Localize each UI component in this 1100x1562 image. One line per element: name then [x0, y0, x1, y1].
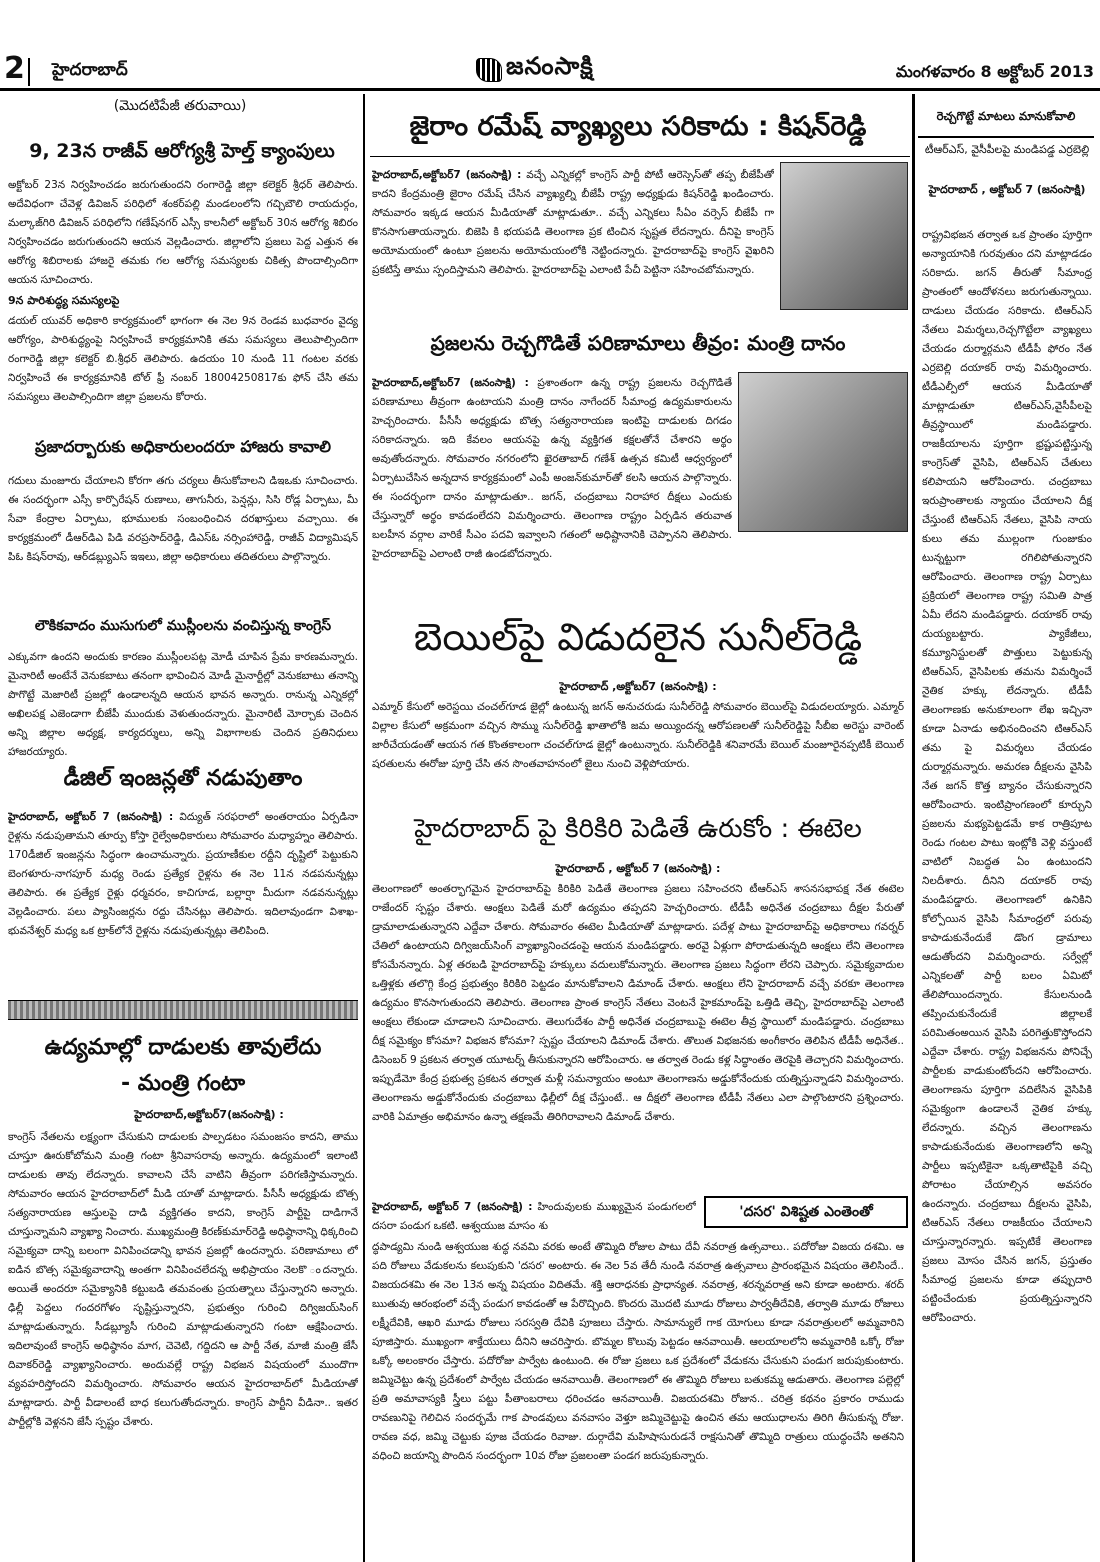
masthead-left-bar	[28, 58, 30, 86]
column-divider-2	[912, 94, 915, 1562]
photo-danam-nagender	[738, 372, 908, 532]
article-errabelli-subhead: టీఆర్ఎస్, వైసీపీలపై మండిపడ్డ ఎర్రబెల్లి	[924, 143, 1090, 156]
article-kishan-reddy-title: జైరాం రమేష్ వ్యాఖ్యలు సరికాదు : కిషన్‌రెడ్డి	[409, 111, 867, 142]
column-divider-1	[363, 94, 365, 1562]
article-praja-darbar-title: ప్రజాదర్బారుకు అధికారులందరూ హాజరు కావాలి	[34, 437, 332, 456]
issue-date: మంగళవారం 8 అక్టోబర్ 2013	[895, 62, 1094, 81]
article-ganta-body: కాంగ్రెస్ నేతలను లక్ష్యంగా చేసుకుని దాడులకు పాల్పడటం సమంజసం కాదని, తాము చూస్తూ ఊరుకోబోమని మంత్రి గంటా శ్రీనివాసరావు అన్నారు. ఉద్యమంలో ఇలాంటి దాడులకు తావు లేదన్నారు. కావాలని చేసే వాటిని తీవ్రంగా పరిగణిస్తామన్నారు. సోమవారం ఆయన హైదరాబాద్‌లో మీడి యాతో మాట్లాడారు. పీసీసీ అధ్యక్షుడు బొత్స సత్యనారాయణ ఆస్తులపై దాడి వ్యక్తిగతం కాదని, కాంగ్రెస్ పార్టీపై దాడిగానే చూస్తున్నామని వ్యాఖ్యా నించారు. ముఖ్యమంత్రి కిరణ్‌కుమార్‌రెడ్డి అధిష్ఠానాన్ని ధిక్కరించి సమైక్యవా దాన్ని బలంగా వినిపించడాన్ని భావన ప్రజల్లో ఉందన్నారు. పరిణామాలు లో ఐడిన బొత్స సమైక్యవాదాన్ని అంతగా వినిపించలేదన్న అభిప్రాయం నెలకొ ందన్నారు. అయితే అందరూ సమైక్యానికి కట్టుబడి తమవంతు ప్రయత్నాలు చేస్తున్నారని అన్నారు. ఢిల్లీ పెద్దలు గందరగోళం సృష్టిస్తున్నారని, ప్రభుత్వం గురించి దిగ్విజయ్‌సింగ్ మాట్లాడుతున్నారు. సీడబ్ల్యూసీ గురించి మాట్లాడుతున్నారని గంటా ఆక్షేపించారు. ఇదిలావుంటే కాంగ్రెస్ అధిష్ఠానం మాగ, చెవెటి, గద్దిదని ఆ పార్టీ నేత, మాజీ మంత్రి జేసీ దివాకర్‌రెడ్డి వ్యాఖ్యానించారు. అందువల్లే రాష్ట్ర విభజన విషయంలో ముందొగా వ్యవహరిస్తోందని విమర్శించారు. సోమవారం ఆయన హైదరాబాద్‌లో మీడియాతో మాట్లాడారు. పార్టీ వీడాలంటే బాధ కలుగుతోందన్నారు. కాంగ్రెస్ పార్టీని వీడినా.. ఇతర పార్టీల్లోకి వెళ్లనని జేసీ స్పష్టం చేశారు.	[8, 1131, 358, 1428]
page-number: 2	[4, 51, 25, 86]
article-sunil-reddy-body: ఎమ్మార్ కేసులో అరెస్టయి చంచల్‌గూడ జైల్లో ఉంటున్న జగన్ అనుచరుడు సునీల్‌రెడ్డి సోమవారం బెయిల్‌పై విడుదలయ్యారు. ఎమ్మార్ విల్లాల కేసులో అక్రమంగా వచ్చిన సొమ్ము సునీల్‌రెడ్డి ఖాతాలోకి జమ అయ్యిందన్న ఆరోపణలతో సునీల్‌రెడ్డిపై సీబీఐ అరెస్టు వారెంట్ జారీచేయడంతో ఆయన గత కొంతకాలంగా చంచల్‌గూడ జైల్లో ఉంటున్నారు. సునీల్‌రెడ్డికి శనివారమే బెయిల్ మంజూరైనప్పటికీ బెయిల్ షరతులను ఈరోజు పూర్తి చేసి తన సొంతవాహనంలో జైలు నుంచి వెళ్లిపోయారు.	[372, 701, 904, 770]
masthead-rule	[0, 88, 1100, 91]
article-secularism-body: ఎక్కువగా ఉందని అందుకు కారణం ముస్లీంలపట్ల మోడీ చూపిన ప్రేమ కారణమన్నారు. మైనారిటీ అంటేనే వెనుకబాటు తనంగా భావించిన మోడీ మైనార్టీల్లో వెనుకబాటు తనాన్ని పొగొట్టే మెజారిటీ ప్రజల్లో ఉండాలన్నది ఆయన భావన అన్నారు. రానున్న ఎన్నికల్లో అఖిలపక్ష ఎజెండాగా బీజేపీ ముందుకు వెళుతుందన్నారు. మైనారిటీ మోర్చాకు చెందిన అన్ని జిల్లాల అధ్యక్ష, కార్యదర్శులు, అన్ని విభాగాలకు చెందిన ప్రతినిధులు హాజరయ్యారు.	[8, 651, 358, 758]
article-health-camps-body: అక్టోబర్ 23న నిర్వహించడం జరుగుతుందని రంగారెడ్డి జిల్లా కలెక్టర్ శ్రీధర్ తెలిపారు. అదేవిధంగా చేవెళ్ల డివిజన్ పరిధిలో శంకర్‌పల్లి మండలంలోని గచ్చిబౌలి రాయదుర్గం, మల్కాజ్‌గిరి డివిజన్ పరిధిలోని గణేష్‌నగర్ ఎస్సీ కాలనీలో అక్టోబర్ 30న ఆరోగ్య శిబిరం నిర్వహించడం జరుగుతుందని ఆయన వెల్లడించారు. జిల్లాలోని ప్రజలు పెద్ద ఎత్తున ఈ ఆరోగ్య శిబిరాలకు హాజరై తమకు గల ఆరోగ్య సమస్యలకు చికిత్స పొందాల్సిందిగా ఆయన సూచించారు.	[8, 179, 358, 286]
masthead-logo	[476, 52, 620, 88]
article-health-camps-body-2: డయల్ యువర్ అధికారి కార్యక్రమంలో భాగంగా ఈ నెల 9న రెండవ బుధవారం వైద్య ఆరోగ్యం, పారిశుద్ధ్యంపై నిర్వహించే కార్యక్రమానికి తమ సమస్యలు తెలుపాల్సిందిగా రంగారెడ్డి జిల్లా కలెక్టర్ బి.శ్రీధర్ తెలిపారు. ఉదయం 10 నుండి 11 గంటల వరకు నిర్వహించే ఈ కార్యక్రమానికి టోల్ ఫ్రీ నంబర్ 18004250817కు ఫోన్ చేసి తమ సమస్యలు తెలపాల్సిందిగా జిల్లా ప్రజలను కోరారు.	[8, 315, 358, 403]
article-danam-text: ప్రశాంతంగా ఉన్న రాష్ట్ర ప్రజలను రెచ్చగొడితే పరిణామాలు తీవ్రంగా ఉంటాయని మంత్రి దానం నాగేందర్ సీమాంధ్ర ఉద్యమకారులను హెచ్చరించారు. పీసీసీ అధ్యక్షుడు బొత్స సత్యనారాయణ ఇంటిపై దాడులకు దిగడం సరికాదన్నారు. ఇది కేవలం ఆయనపై ఉన్న వ్యక్తిగత కక్షలతోనే చేశారని అర్థం అవుతోందన్నారు. సోమవారం నగరంలోని ఖైరతాబాద్ గణేశ్ ఉత్సవ కమిటీ ఆధ్వర్యంలో ఏర్పాటుచేసిన అన్నదాన కార్యక్రమంలో ఎంపీ అంజన్‌కుమార్‌తో కలసి ఆయన పాల్గొన్నారు. ఈ సందర్భంగా దానం మాట్లాడుతూ.. జగన్, చంద్రబాబు నిరాహార దీక్షలు ఎందుకు చేస్తున్నారో అర్థం కావడంలేదని విమర్శించారు. తెలంగాణ రాష్ట్రం ఏర్పడిన తరువాత బలహీన వర్గాల వారికే సీఎం పదవి ఇవ్వాలని గతంలో అధిష్టానానికి చెప్పానని తెలిపారు. హైదరాబాద్‌పై ఎలాంటి రాజీ ఉండబోదన్నారు.	[372, 377, 732, 560]
article-diesel-title: డీజిల్ ఇంజన్లతో నడుపుతాం	[63, 766, 303, 791]
article-dasara-box-title: 'దసర' విశిష్టత ఎంతెంతో	[704, 1196, 908, 1228]
article-separator-band	[8, 1000, 358, 1020]
article-dasara-lead	[372, 1198, 696, 1238]
article-diesel-text: విద్యుత్ సరఫరాలో అంతరాయం ఏర్పడినా రైళ్లను నడుపుతామని తూర్పు కోస్తా రైల్వేఅధికారులు సోమవారం మధ్యాహ్నం తెలిపారు. 170డీజిల్ ఇంజన్లను సిద్ధంగా ఉంచామన్నారు. ప్రయాణీకుల రద్దీని దృష్టిలో పెట్టుకుని బెంగళూరు-నాగపూర్ మధ్య రెండు ప్రత్యేక రైళ్లను ఈ నెల 11న నడపనున్నట్లు తెలిపారు. ఈ ప్రత్యేక రైళ్లు ధర్మవరం, కాచిగూడ, బల్లార్షా మీదుగా నడవనున్నట్లు వెల్లడించారు. పలు ప్యాసింజర్లను రద్దు చేసినట్లు తెలిపారు. ఇదిలావుండగా విశాఖ-భువనేశ్వర్ మధ్య ఒక ట్రాక్‌లోనే రైళ్లను నడుపుతున్నట్లు తెలిపింది.	[8, 811, 358, 937]
article-danam-body	[372, 374, 732, 584]
article-praja-darbar-body: గదులు మంజూరు చేయాలని కోరగా తగు చర్యలు తీసుకోవాలని డిఇఒకు సూచించారు. ఈ సందర్భంగా ఎస్సీ కార్పొరేషన్ రుణాలు, తాగునీరు, పెన్షన్లు, సిసి రోడ్ల ఏర్పాటు, మీ సేవా కేంద్రాల ఏర్పాటు, భూములకు సంబంధించిన దరఖాస్తులు వచ్చాయి. ఈ కార్యక్రమంలో డీఆర్‌డిఎ పిడి వరప్రసాద్‌రెడ్డి, డిఎస్‌ఓ నర్సింహారెడ్డి, రాజీవ్ విద్యామిషన్ పిఓ కిషన్‌రావు, ఆర్‌డబ్ల్యుఎస్ ఇఇలు, జిల్లా అధికారులు తదితరులు పాల్గొన్నారు.	[8, 475, 358, 563]
continued-note: (మొదటిపేజీ తరువాయి)	[113, 98, 247, 114]
article-health-camps-title: 9, 23న రాజీవ్ ఆరోగ్యశ్రీ హెల్త్ క్యాంపులు	[29, 140, 335, 162]
article-ganta-dateline: హైదరాబాద్,అక్టోబర్7(జనంసాక్షి) :	[134, 1108, 284, 1121]
article-diesel-body	[8, 808, 358, 988]
article-danam-title: ప్రజలను రెచ్చగొడితే పరిణామాలు తీవ్రం: మంత్రి దానం	[430, 331, 846, 355]
article-kishan-reddy-text: వచ్చే ఎన్నికల్లో కాంగ్రెస్ పార్టీ పోటీ ఆరెస్సెస్‌తో తప్ప బీజేపీతో కాదని కేంద్రమంత్రి జైరాం రమేష్ చేసిన వ్యాఖ్యల్ని బీజేపీ రాష్ట్ర అధ్యక్షుడు కిషన్‌రెడ్డి ఖండించారు. సోమవారం ఇక్కడ ఆయన మీడియాతో మాట్లాడుతూ.. వచ్చే ఎన్నికలు సీఏం వర్సెస్ బీజేపీ గా కొనసాగుతాయన్నారు. బిజెపి కి భయపడి తెలంగాణ ప్రక టించిన సృష్టత లేదన్నారు. దీనిపై కాంగ్రెస్ అయోమయంలో ఉంటూ ప్రజలను అయోమయంలోకి నెట్టిందన్నారు. హైదరాబాద్‌పై కాంగ్రెస్ వైఖరిని ప్రకటిస్తే తాము స్పందిస్తామని తెలిపారు. హైదరాబాద్‌పై ఎలాంటి పేచీ పెట్టినా సహించబోమన్నారు.	[372, 169, 774, 276]
logo-emblem-icon	[476, 58, 502, 82]
article-etela-title: హైదరాబాద్ పై కిరికిరి పెడితే ఉరుకోం : ఈటెల	[414, 814, 862, 844]
article-etela-body: తెలంగాణలో అంతర్భాగమైన హైదరాబాద్‌పై కిరికిరి పెడితే తెలంగాణ ప్రజలు సహించరని టీఆర్‌ఎస్ శాసనసభాపక్ష నేత ఈటెల రాజేందర్ స్పష్టం చేశారు. ఆంక్షలు పెడితే మరో ఉద్యమం తప్పదని హెచ్చరించారు. టీడీపీ అధినేత చంద్రబాబు దీక్షల పేరుతో డ్రామాలాడుతున్నారని ఎద్దేవా చేశారు. సోమవారం ఈటెల మీడియాతో మాట్లాడారు. పదేళ్ల పాటు హైదరాబాద్‌పై అధికారాలు గవర్నర్ చేతిలో ఉంటాయని దిగ్విజయ్‌సింగ్ వ్యాఖ్యానించడంపై ఆయన మండిపడ్డారు. అరవై ఏళ్లుగా పోరాడుతున్నది ఆంక్షలు లేని తెలంగాణ కోసమేనన్నారు. ఏళ్ల తరబడి హైదరాబాద్‌పై హక్కులు వదులుకోమన్నారు. తెలంగాణ ప్రజలు సిద్ధంగా లేరని చెప్పారు. సమైక్యవాదుల ఒత్తిళ్లకు తలొగ్గి కేంద్ర ప్రభుత్వం కిరికిరి పెట్టడం మానుకోవాలని డిమాండ్ చేశారు. ఆంక్షలు లేని హైదరాబాద్ వచ్చే వరకూ తెలంగాణ ఉద్యమం కొనసాగుతుందని తెలిపారు. తెలంగాణ ప్రాంత కాంగ్రెస్ నేతలు వెంటనే హైకమాండ్‌పై ఒత్తిడి తెచ్చి, హైదరాబాద్‌పై ఎలాంటి ఆంక్షలు లేకుండా చూడాలని సూచించారు. తెలుగుదేశం పార్టీ అధినేత చంద్రబాబుపై ఈటెల తీవ్ర స్థాయిలో మండిపడ్డారు. చంద్రబాబు దీక్ష సమైక్యం కోసమా? విభజన కోసమా? స్పష్టం చేయాలని డిమాండ్ చేశారు. తొలుత విభజనకు అంగీకారం తెలిపిన టీడీపీ అధినేత.. డిసెంబర్ 9 ప్రకటన తర్వాత యూటర్న్ తీసుకున్నారని ఆరోపించారు. ఆ తర్వాత రెండు కళ్ల సిద్ధాంతం తెరపైకి తెచ్చారని విమర్శించారు. ఇప్పుడేమో కేంద్ర ప్రభుత్వ ప్రకటన తర్వాత మళ్లీ సమన్యాయం అంటూ తెలంగాణను అడ్డుకోనేందుకు యత్నిస్తున్నాడని విమర్శించారు. తెలంగాణను అడ్డుకోనేందుకు చంద్రబాబు ఢిల్లీలో దీక్ష చేస్తుంటే.. ఆ దీక్షలో తెలంగాణ టీడీపీ నేతలు ఎలా పాల్గొంటారని ప్రశ్నించారు. వారికి ఏమాత్రం అభిమానం ఉన్నా తక్షణమే తిరిగిరావాలని డిమాండ్ చేశారు.	[372, 883, 904, 1123]
article-sunil-reddy-title: బెయిల్‌పై విడుదలైన సునీల్‌రెడ్డి	[413, 615, 863, 659]
article-dasara-dateline: హైదరాబాద్, అక్టోబర్ 7 (జనంసాక్షి) :	[372, 1201, 533, 1213]
article-secularism-title: లౌకికవాదం ముసుగులో ముస్లీంలను వంచిస్తున్న కాంగ్రెస్	[34, 618, 332, 634]
article-errabelli-title: రెచ్చగొట్టే మాటలు మానుకోవాలి	[918, 96, 1094, 138]
masthead	[0, 0, 1100, 92]
article-etela-dateline: హైదరాబాద్ , అక్టోబర్ 7 (జనంసాక్షి) :	[555, 862, 721, 875]
city-label: హైదరాబాద్	[52, 60, 128, 80]
article-dasara-body: ద్ధపాడ్యమి నుండి ఆశ్వయుజ శుద్ధ నవమి వరకు అంటే తొమ్మిది రోజుల పాటు దేవీ నవరాత్ర ఉత్సవాలు.. పదోరోజు విజయ దశమి. ఆ పది రోజులు వేడుకలను కలుపుకుని 'దసర' అంటారు. ఈ నెల 5వ తేదీ నుండి నవరాత్ర ఉత్సవాలు ప్రారంభమైన విషయం తెలిసిందే.. విజయదశమి ఈ నెల 13న అన్న విషయం విదితమే. శక్తి ఆరాధనకు ప్రాధాన్యత. నవరాత్ర, శరన్నవరాత్ర అని కూడా అంటారు. శరద్ ఋతువు ఆరంభంలో వచ్చే పండుగ కావడంతో ఆ పేరొచ్చింది. కొందరు మొదటి మూడు రోజులు పార్వతీదేవికి, తర్వాతి మూడు రోజులు లక్ష్మీదేవికి, ఆఖరి మూడు రోజులు సరస్వతి దేవికి పూజలు చేస్తారు. సామాన్యులే గాక యోగులు కూడా నవరాత్రులలో అమ్మవారిని పూజిస్తారు. ముఖ్యంగా శాక్తేయులు దీనిని ఆచరిస్తారు. బొమ్మల కొలువు పెట్టడం ఆనవాయితీ. ఆలయాలలోని అమ్మవారికి ఒక్కో రోజు ఒక్కో అలంకారం చేస్తారు. పదోరోజు పార్వేట ఉంటుంది. ఈ రోజు ప్రజలు ఒక ప్రదేశంలో వేడుకను చేసుకుని పండుగ జరుపుకుంటారు. జమ్మిచెట్టు ఉన్న ప్రదేశంలో పార్వేట చేయడం ఆనవాయితీ. తెలంగాణలో ఈ తొమ్మిది రోజులు బతుకమ్మ ఆడుతారు. తెలంగాణ పల్లెల్లో ప్రతి అమావాస్యకి స్త్రీలు పట్టు పీతాంబరాలు ధరించడం ఆనవాయితీ. విజయదశమి రోజున.. చరిత్ర కథనం ప్రకారం రాముడు రావణునిపై గెలిచిన సందర్భమే గాక పాండవులు వనవాసం వెళ్తూ జమ్మిచెట్టుపై ఉంచిన తమ ఆయుధాలను తిరిగి తీసుకున్న రోజు. రావణ వధ, జమ్మి చెట్టుకు పూజ చేయడం రివాజు. దుర్గాదేవి మహిషాసురుడనే రాక్షసునితో తొమ్మిది రాత్రులు యుద్ధంచేసి అతనిని వధించి జయాన్ని పొందిన సందర్భంగా 10వ రోజు ప్రజలంతా పండగ జరుపుకున్నారు.	[372, 1241, 904, 1462]
article-ganta-title-line2: - మంత్రి గంటా	[120, 1071, 246, 1096]
article-health-camps-subhead: 9న పారిశుద్ధ్య సమస్యలపై	[8, 294, 120, 307]
article-errabelli-body: రాష్ట్రవిభజన తర్వాత ఒక ప్రాంతం పూర్తిగా అన్యాయానికి గురవుతుం దని మాట్లాడడం సరికాదు. జగన్ తీరుతో సీమాంధ్ర ప్రాంతంలో ఆందోళనలు జరుగుతున్నాయి. దాడులు చేయడం సరికాదు. టిఆర్ఎస్ నేతలు విమర్శలు,రెచ్చగొట్టేలా వ్యాఖ్యలు చేయడం దుర్మార్గమని టీడీపీ ఫోరం నేత ఎర్రబెల్లి దయాకర్ రావు విమర్శించారు. టీడీఎల్పీలో ఆయన మీడియాతో మాట్లాడుతూ టిఆర్ఎస్,వైసీపీలపై తీవ్రస్థాయిలో మండిపడ్డారు. రాజకీయాలను పూర్తిగా భ్రష్టుపట్టిస్తున్న కాంగ్రెస్‌తో వైసిపి, టిఆర్ఎస్ చేతులు కలిపాయని ఆరోపించారు. చంద్రబాబు ఇరుప్రాంతాలకు న్యాయం చేయాలని దీక్ష చేస్తుంటే టిఆర్ఎస్ నేతలు, వైసిపి నాయ కులు తమ ముల్లంగా గుంజుకుం టున్నట్టుగా రగిలిపోతున్నారని ఆరోపించారు. తెలంగాణ రాష్ట్ర ఏర్పాటు ప్రక్రియలో తెలంగాణ రాష్ట్ర సమితి పాత్ర ఏమీ లేదని మండిపడ్డారు. దయాకర్ రావు దుయ్యబట్టారు. ప్యాకేజీలు, కమ్యూనిస్టులతో పొత్తులు పెట్టుకున్న టిఆర్ఎస్, వైసిపిలకు తమను విమర్శించే నైతిక హక్కు లేదన్నారు. టీడీపీ తెలంగాణకు అనుకూలంగా లేఖ ఇచ్చినా కూడా ఏనాడు అభినందించని టిఆర్ఎస్ తమ పై విమర్శలు చేయడం దుర్మార్గమన్నారు. అమరణ దీక్షలను వైసిపి నేత జగన్ కొత్త బ్యానం చేసుకున్నారని ఆరోపించారు. ఇంటిప్రాంగణంలో కూర్చుని ప్రజలను మభ్యపెట్టడమే కాక రాత్రిపూట రెండు గంటల పాటు ఇంట్లోకి వెళ్లి వస్తుంటే వాటిలో నిబద్ధత ఏం ఉంటుందని నిలదీశారు. దీనిని దయాకర్ రావు మండిపడ్డారు. తెలంగాణలో ఉనికిని కోల్పోయిన వైసిపి సీమాంధ్రలో పరువు కాపాడుకునేందుకే డొంగ డ్రామాలు ఆడుతోందని విమర్శించారు. సర్వేల్లో ఎన్నికలతో పార్టీ బలం ఏమిటో తేలిపోయిందన్నారు. కేసులనుండి తప్పించుకునేందుకే జిల్లాలకే పరిమితంఅయిన వైసిపి పరిగెత్తుకొస్తోందని ఎద్దేవా చేశారు. రాష్ట్ర విభజనను పోనిచ్చే పార్టీలకు వాడుకుంటోందని ఆరోపించారు. తెలంగాణను పూర్తిగా వదిలేసిన వైసిపికి సమైక్యంగా ఉండాలనే నైతిక హక్కు లేదన్నారు. వచ్చిన తెలంగాణను కాపాడుకునేందుకు తెలంగాణలోని అన్ని పార్టీలు ఇప్పటికైనా ఒక్కతాటిపైకి వచ్చి పోరాటం చేయాల్సిన అవసరం ఉందన్నారు. చంద్రబాబు దీక్షలను వైసిపి, టిఆర్ఎస్ నేతలు రాజకీయం చేయాలని చూస్తున్నారన్నారు. ఇప్పటికే తెలంగాణ ప్రజలు మోసం చేసిన జగన్, ప్రస్తుతం సీమాంధ్ర ప్రజలను కూడా తప్పుదారి పట్టించేందుకు ప్రయత్నిస్తున్నారని ఆరోపించారు.	[922, 229, 1092, 1324]
headline-rule	[370, 156, 910, 157]
photo-kishan-reddy	[780, 162, 908, 310]
article-diesel-dateline: హైదరాబాద్, అక్టోబర్ 7 (జనంసాక్షి) :	[8, 811, 174, 823]
article-kishan-reddy-dateline: హైదరాబాద్,అక్టోబర్7 (జనంసాక్షి) :	[372, 169, 522, 181]
article-ganta-title-line1: ఉద్యమాల్లో దాడులకు తావులేదు	[44, 1035, 322, 1060]
logo-text: జనంసాక్షి	[506, 52, 594, 80]
article-sunil-reddy-dateline: హైదరాబాద్ ,అక్టోబర్7 (జనంసాక్షి) :	[559, 680, 717, 693]
article-kishan-reddy-body	[372, 166, 774, 318]
article-dasara-lead-text: హిందువులకు ముఖ్యమైన పండుగలలో దసరా పండుగ ఒకటి. ఆశ్వయుజ మాసం శు	[372, 1201, 696, 1232]
article-danam-dateline: హైదరాబాద్,అక్టోబర్7 (జనంసాక్షి) :	[372, 377, 529, 389]
article-errabelli-dateline: హైదరాబాద్ , అక్టోబర్ 7 (జనంసాక్షి)	[928, 183, 1086, 196]
